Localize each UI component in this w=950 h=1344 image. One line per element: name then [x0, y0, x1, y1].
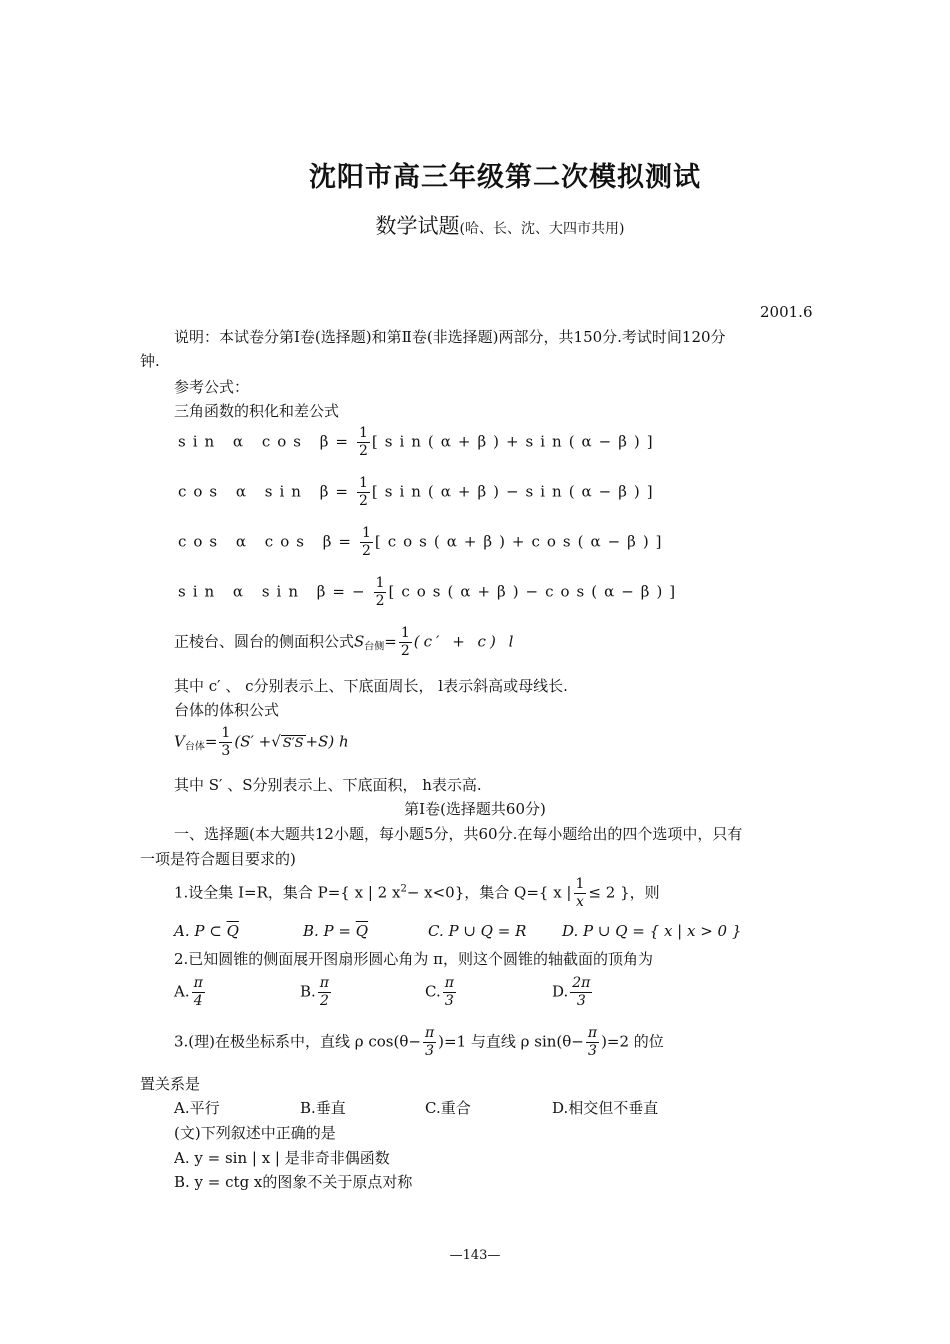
- question-2-option-a: A. $\frac{\pi}{4}$: [174, 975, 203, 1009]
- volume-formula: $V_{台体}=$ $\frac{1}{3}$ (S′ +√ S′S +S) h: [174, 725, 349, 759]
- section-instructions-1: 一、选择题(本大题共12小题，每小题5分，共60分.在每小题给出的四个选项中，只有: [174, 825, 743, 843]
- question-3-option-b: B.垂直: [300, 1099, 346, 1117]
- question-3-option-d: D.相交但不垂直: [552, 1099, 659, 1117]
- volume-formula-title: 台体的体积公式: [174, 701, 280, 719]
- formula-sin-sin: sin α sin β=− $\frac{1}{2}$ [cos(α+β)−cos(α−β)]: [178, 575, 683, 609]
- page-title: 沈阳市高三年级第二次模拟测试: [309, 162, 701, 193]
- formula-cos-cos: cos α cos β= $\frac{1}{2}$ [cos(α+β)+cos(α−β)]: [178, 525, 669, 559]
- volume-explanation: 其中 S′ 、S分别表示上、下底面积， h表示高.: [174, 776, 482, 794]
- question-2-stem: 2.已知圆锥的侧面展开图扇形圆心角为 π，则这个圆锥的轴截面的顶角为: [174, 950, 653, 968]
- surface-area-formula: 正棱台、圆台的侧面积公式$S_{台侧}=$ $\frac{1}{2}$ (c′ + c) l: [174, 625, 518, 659]
- question-3-option-a: A.平行: [174, 1099, 220, 1117]
- question-3-wen-stem: (文)下列叙述中正确的是: [174, 1124, 336, 1142]
- instructions-line-1: 说明：本试卷分第Ⅰ卷(选择题)和第Ⅱ卷(非选择题)两部分，共150分.考试时间120分: [174, 328, 726, 346]
- question-2-option-c: C. $\frac{\pi}{3}$: [425, 975, 454, 1009]
- formula-cos-sin: cos α sin β= $\frac{1}{2}$ [sin(α+β)−sin(α−β)]: [178, 475, 660, 509]
- question-1-option-c: C. P ∪ Q = R: [428, 922, 527, 940]
- section-instructions-2: 一项是符合题目要求的): [140, 850, 296, 868]
- question-2-option-d: D. $\frac{2\pi}{3}$: [552, 975, 591, 1009]
- question-3-wen-option-a: A. y = sin | x | 是非奇非偶函数: [174, 1149, 390, 1167]
- formula-sin-cos: sin α cos β= $\frac{1}{2}$ [sin(α+β)+sin(α−β)]: [178, 425, 660, 459]
- instructions-line-2: 钟.: [140, 352, 160, 370]
- subtitle-note: (哈、长、沈、大四市共用): [459, 221, 625, 237]
- question-2-option-b: B. $\frac{\pi}{2}$: [300, 975, 329, 1009]
- question-3-stem-line-2: 置关系是: [140, 1075, 201, 1093]
- question-1-option-a: A. P ⊂ $\overline{Q}$: [174, 922, 239, 940]
- subtitle-main: 数学试题: [375, 214, 460, 238]
- trig-formula-title: 三角函数的积化和差公式: [174, 402, 340, 420]
- question-1-stem: 1.设全集 I=R，集合 P={ x | 2 $x^2- x<0$}，集合 Q={ x | $\frac{1}{x}$ ≤ 2 }，则: [174, 876, 660, 910]
- exam-date: 2001.6: [760, 303, 813, 321]
- page-subtitle: [0, 210, 950, 240]
- reference-formula-label: 参考公式：: [174, 378, 250, 396]
- question-1-option-b: B. $P = \overline{Q}$: [303, 922, 369, 940]
- question-1-option-d: D. P ∪ Q = { x | x > 0 }: [562, 922, 742, 940]
- question-3-wen-option-b: B. y = ctg x的图象不关于原点对称: [174, 1173, 413, 1191]
- surface-area-explanation: 其中 c′ 、 c分别表示上、下底面周长， l表示斜高或母线长.: [174, 677, 568, 695]
- question-3-option-c: C.重合: [425, 1099, 471, 1117]
- section-heading: 第Ⅰ卷(选择题共60分): [404, 800, 546, 818]
- page-number: —143—: [449, 1248, 501, 1263]
- question-3-stem: 3.(理)在极坐标系中，直线 ρ cos(θ− $\frac{\pi}{3}$ )=1 与直线 ρ sin(θ− $\frac{\pi}{3}$ )=2 的位: [174, 1025, 664, 1059]
